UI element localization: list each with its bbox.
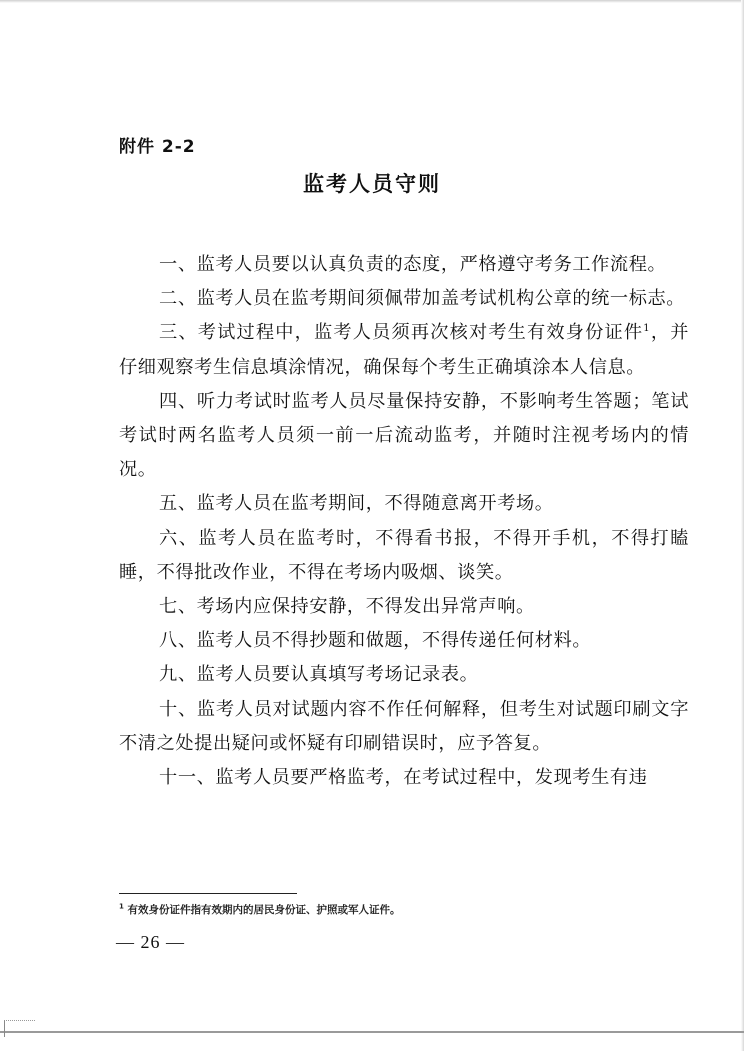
footnote-mark: 1 xyxy=(119,902,124,911)
rule-3-text-after: ，并仔细观察考生信息填涂情况，确保每个考生正确填涂本人信息。 xyxy=(119,322,689,378)
rule-8: 八、监考人员不得抄题和做题，不得传递任何材料。 xyxy=(159,630,592,652)
rule-3 xyxy=(119,316,689,384)
rule-2: 二、监考人员在监考期间须佩带加盖考试机构公章的统一标志。 xyxy=(159,288,686,310)
attachment-label: 附件 2-2 xyxy=(119,137,196,157)
rule-6: 六、监考人员在监考时，不得看书报，不得开手机，不得打瞌睡，不得批改作业，不得在考场内吸烟、谈笑。 xyxy=(119,527,689,583)
footnote-text: 有效身份证件指有效期内的居民身份证、护照或军人证件。 xyxy=(127,904,401,916)
rule-3-text-before: 三、考试过程中，监考人员须再次核对考生有效身份证件 xyxy=(159,322,644,344)
rule-9: 九、监考人员要认真填写考场记录表。 xyxy=(159,664,479,686)
page-number: — 26 — xyxy=(116,932,185,952)
rule-10: 十、监考人员对试题内容不作任何解释，但考生对试题印刷文字不清之处提出疑问或怀疑有印刷错误时，应予答复。 xyxy=(119,698,689,754)
scan-edge-top xyxy=(0,0,744,3)
rule-4: 四、听力考试时监考人员尽量保持安静，不影响考生答题；笔试考试时两名监考人员须一前一后流动监考，并随时注视考场内的情况。 xyxy=(119,390,689,481)
document-title: 监考人员守则 xyxy=(303,172,441,196)
footnote xyxy=(119,902,401,917)
footnote-divider xyxy=(119,893,297,894)
rule-7: 七、考场内应保持安静，不得发出异常声响。 xyxy=(159,596,535,618)
rule-11: 十一、监考人员要严格监考，在考试过程中，发现考生有违 xyxy=(159,767,648,789)
rule-5: 五、监考人员在监考期间，不得随意离开考场。 xyxy=(159,493,554,515)
footnote-reference-mark: 1 xyxy=(643,323,651,335)
rule-1: 一、监考人员要以认真负责的态度，严格遵守考务工作流程。 xyxy=(159,254,667,275)
scan-edge-bottom xyxy=(0,1031,744,1033)
rules-body xyxy=(119,248,689,795)
scan-corner-mark xyxy=(4,1020,35,1037)
